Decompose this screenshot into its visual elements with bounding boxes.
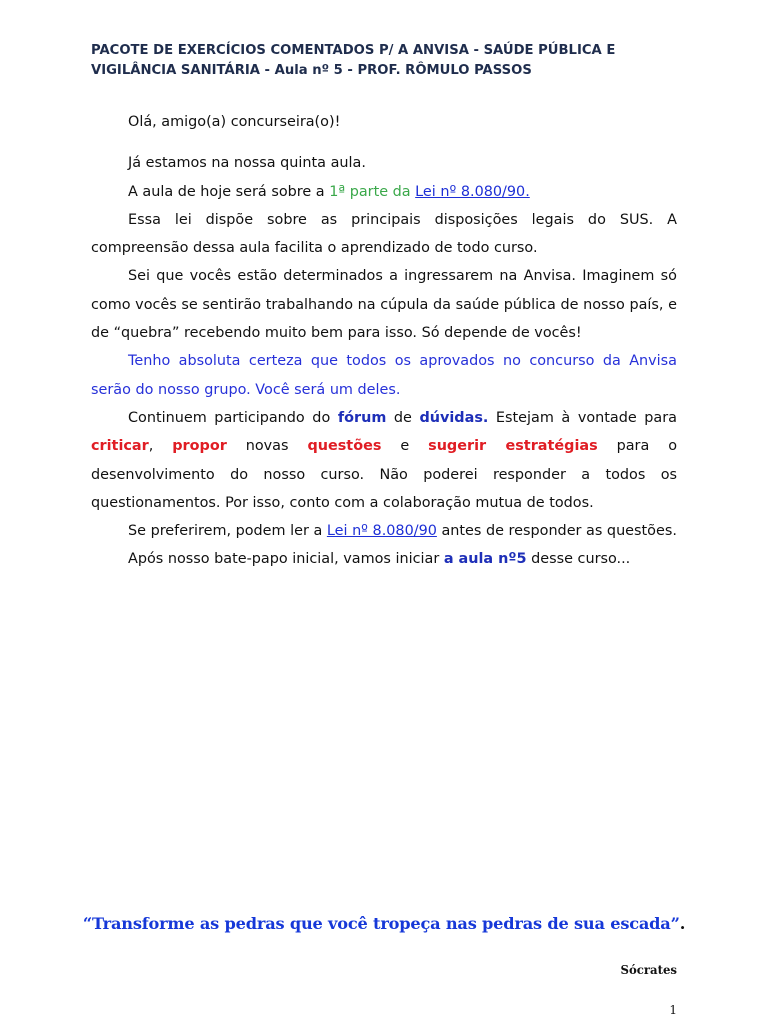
paragraph-motivation: Sei que vocês estão determinados a ingressarem na Anvisa. Imaginem só como vocês se sentirão trabalhando na cúpula da saúde pública de nosso país, e de “quebra” recebendo muito bem para isso. Só depende de vocês! — [91, 268, 677, 342]
header-line-2: VIGILÂNCIA SANITÁRIA - Aula nº 5 - PROF. RÔMULO PASSOS — [91, 63, 532, 78]
questoes-word: questões — [307, 438, 382, 455]
propor-word: propor — [172, 438, 227, 455]
duvidas-word: dúvidas. — [419, 409, 489, 426]
participation-text-2: de — [386, 409, 420, 426]
lesson-number: a aula nº5 — [443, 551, 527, 568]
header-line-1: PACOTE DE EXERCÍCIOS COMENTADOS P/ A ANVISA - SAÚDE PÚBLICA E — [91, 43, 616, 58]
participation-text-6: e — [381, 438, 429, 455]
participation-text-4: , — [148, 438, 173, 455]
participation-text-7: para o desenvolvimento do nosso curso. Não poderei responder a todos os questionamentos. Por isso, conto com a colaboração mutua de todos. — [91, 438, 678, 511]
greeting: Olá, amigo(a) concurseira(o)! — [128, 114, 341, 130]
sugerir-word: sugerir estratégias — [428, 438, 598, 455]
quote-period: . — [679, 914, 686, 933]
law-link[interactable]: Lei nº 8.080/90. — [415, 183, 530, 200]
paragraph-read-law — [91, 517, 677, 545]
quote-text: “Transforme as pedras que você tropeça nas pedras de sua escada” — [82, 914, 680, 933]
forum-word: fórum — [337, 409, 387, 426]
paragraph-start-lesson — [91, 545, 677, 573]
start-lesson-before: Após nosso bate-papo inicial, vamos iniciar — [128, 551, 444, 568]
document-body — [91, 108, 677, 574]
read-law-text-before: Se preferirem, podem ler a — [128, 523, 327, 540]
document-header — [91, 41, 691, 81]
law-link-2[interactable]: Lei nº 8.080/90 — [326, 523, 437, 540]
topic-text: A aula de hoje será sobre a — [128, 183, 330, 200]
quote — [0, 914, 768, 933]
participation-text-1: Continuem participando do — [128, 409, 338, 426]
paragraph-certainty: Tenho absoluta certeza que todos os aprovados no concurso da Anvisa serão do nosso grupo. Você será um deles. — [91, 353, 677, 398]
quote-author: Sócrates — [620, 963, 677, 977]
participation-text-3: Estejam à vontade para — [488, 409, 677, 426]
paragraph-law-description: Essa lei dispõe sobre as principais disposições legais do SUS. A compreensão dessa aula facilita o aprendizado de todo curso. — [91, 211, 677, 257]
participation-text-5: novas — [226, 438, 308, 455]
start-lesson-after: desse curso... — [526, 551, 631, 568]
criticar-word: criticar — [91, 438, 149, 455]
topic-part-highlight: 1ª parte da — [329, 183, 411, 200]
paragraph-topic — [91, 178, 677, 206]
paragraph-intro: Já estamos na nossa quinta aula. — [128, 155, 366, 172]
read-law-text-after: antes de responder as questões. — [436, 523, 677, 540]
page-number: 1 — [669, 1003, 677, 1017]
paragraph-participation — [91, 404, 677, 517]
